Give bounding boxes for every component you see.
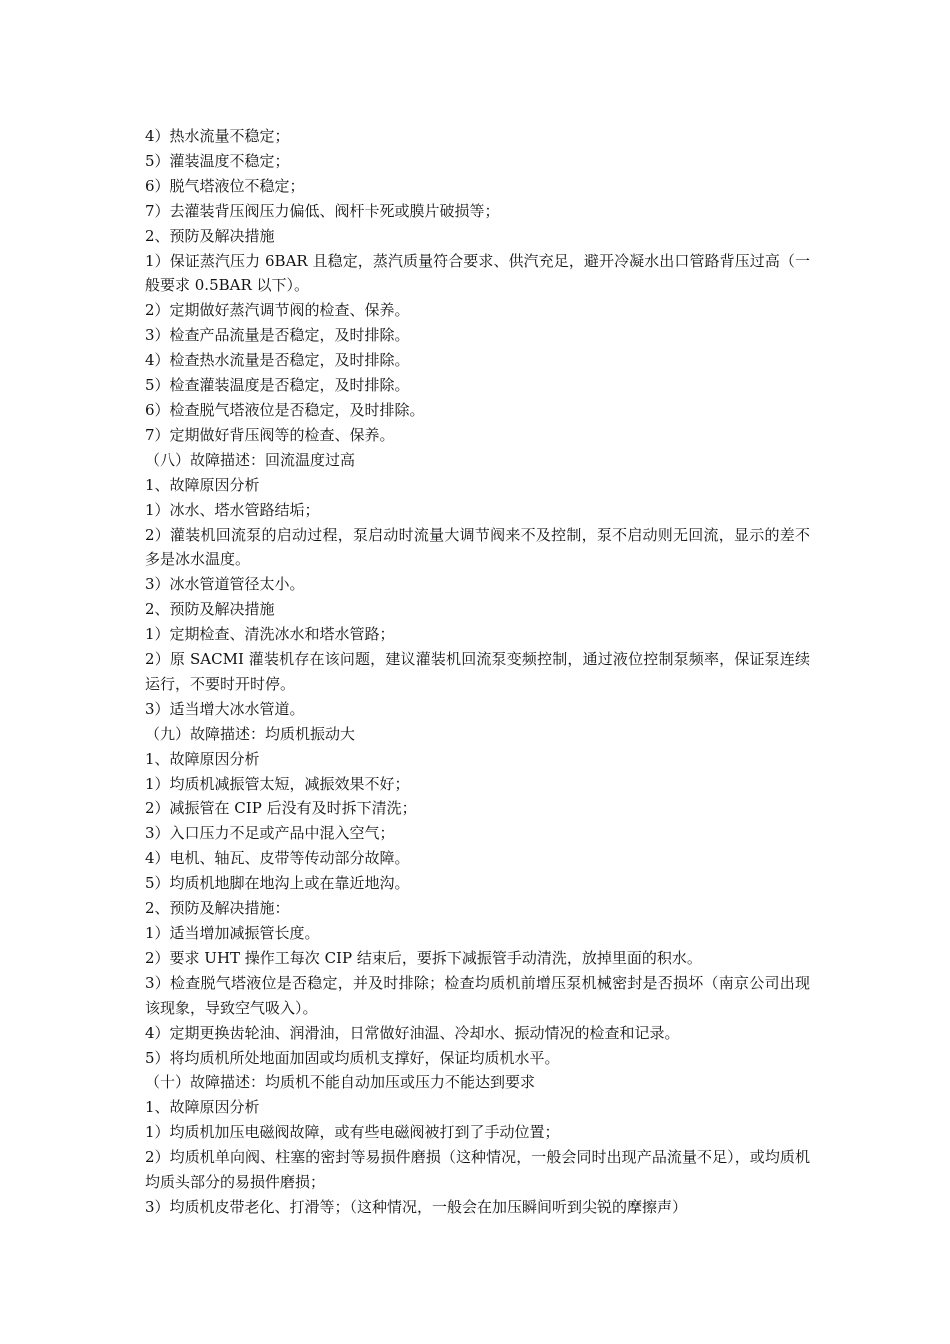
list-item: 5）灌装温度不稳定；	[145, 151, 290, 170]
list-item: 1）冰水、塔水管路结垢；	[145, 500, 320, 519]
fault-title: （十）故障描述：均质机不能自动加压或压力不能达到要求	[145, 1073, 536, 1092]
list-item: 3）检查产品流量是否稳定，及时排除。	[145, 326, 410, 345]
list-item: 1）定期检查、清洗冰水和塔水管路；	[145, 625, 395, 644]
list-item: 7）定期做好背压阀等的检查、保养。	[145, 425, 395, 444]
list-item: 3）检查脱气塔液位是否稳定，并及时排除；检查均质机前增压泵机械密封是否损坏（南京公司出现该现象，导致空气吸入）。	[145, 973, 810, 1017]
list-item: 3）冰水管道管径太小。	[145, 575, 305, 594]
list-item: 2）减振管在 CIP 后没有及时拆下清洗；	[145, 799, 417, 818]
section-heading: 1、故障原因分析	[145, 1098, 260, 1117]
list-item: 2）原 SACMI 灌装机存在该问题，建议灌装机回流泵变频控制，通过液位控制泵频率，保证泵连续运行，不要时开时停。	[145, 650, 810, 693]
list-item: 6）检查脱气塔液位是否稳定，及时排除。	[145, 400, 425, 419]
list-item: 4）热水流量不稳定；	[145, 127, 290, 145]
list-item: 5）均质机地脚在地沟上或在靠近地沟。	[145, 874, 410, 893]
list-item: 1）适当增加减振管长度。	[145, 924, 320, 942]
list-item: 5）检查灌装温度是否稳定，及时排除。	[145, 376, 410, 395]
list-item: 4）定期更换齿轮油、润滑油，日常做好油温、冷却水、振动情况的检查和记录。	[145, 1023, 680, 1042]
fault-title: （九）故障描述：均质机振动大	[145, 724, 356, 743]
list-item: 3）入口压力不足或产品中混入空气；	[145, 824, 395, 843]
list-item: 2）灌装机回流泵的启动过程，泵启动时流量大调节阀来不及控制，泵不启动则无回流，显示的差不多是冰水温度。	[145, 525, 810, 569]
section-heading: 1、故障原因分析	[145, 475, 260, 494]
list-item: 4）检查热水流量是否稳定，及时排除。	[145, 351, 410, 370]
list-item: 5）将均质机所处地面加固或均质机支撑好，保证均质机水平。	[145, 1048, 560, 1067]
list-item: 2）定期做好蒸汽调节阀的检查、保养。	[145, 301, 410, 320]
list-item: 1）均质机减振管太短，减振效果不好；	[145, 774, 410, 793]
list-item: 1）保证蒸汽压力 6BAR 且稳定，蒸汽质量符合要求、供汽充足，避开冷凝水出口管路背压过高（一般要求 0.5BAR 以下）。	[145, 251, 810, 295]
list-item: 1）均质机加压电磁阀故障，或有些电磁阀被打到了手动位置；	[145, 1123, 560, 1142]
list-item: 7）去灌装背压阀压力偏低、阀杆卡死或膜片破损等；	[145, 201, 500, 220]
fault-title: （八）故障描述：回流温度过高	[145, 450, 356, 469]
list-item: 2）均质机单向阀、柱塞的密封等易损件磨损（这种情况，一般会同时出现产品流量不足），或均质机均质头部分的易损件磨损；	[145, 1148, 810, 1192]
list-item: 6）脱气塔液位不稳定；	[145, 176, 305, 195]
section-heading: 2、预防及解决措施：	[145, 899, 290, 918]
list-item: 2）要求 UHT 操作工每次 CIP 结束后，要拆下减振管手动清洗，放掉里面的积水。	[145, 948, 702, 967]
section-heading: 2、预防及解决措施	[145, 226, 275, 245]
document-body	[145, 124, 810, 1220]
list-item: 3）适当增大冰水管道。	[145, 699, 305, 718]
list-item: 4）电机、轴瓦、皮带等传动部分故障。	[145, 849, 410, 868]
section-heading: 2、预防及解决措施	[145, 600, 275, 619]
list-item: 3）均质机皮带老化、打滑等；（这种情况，一般会在加压瞬间听到尖锐的摩擦声）	[145, 1197, 688, 1216]
section-heading: 1、故障原因分析	[145, 749, 260, 768]
